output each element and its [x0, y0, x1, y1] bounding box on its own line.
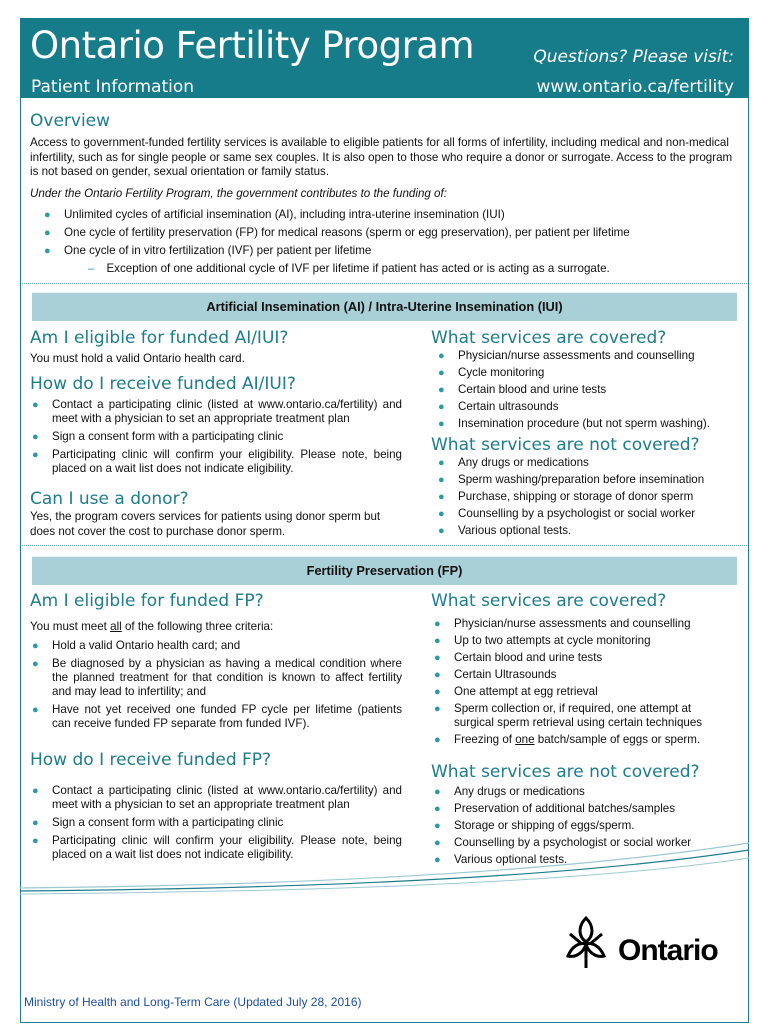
ai-section-band: Artificial Insemination (AI) / Intra-Uterine Insemination (IUI): [32, 292, 737, 321]
bullet-icon: ●: [434, 854, 441, 866]
list-item: ● Insemination procedure (but not sperm washing).: [438, 417, 710, 430]
overview-subitem: – Exception of one additional cycle of IVF per lifetime if patient has acted or is acting as a surrogate.: [88, 262, 610, 275]
list-item: ● Sign a consent form with a participating clinic: [32, 430, 284, 443]
bullet-icon: ●: [32, 449, 39, 461]
list-item: ● Counselling by a psychologist or social worker: [438, 507, 696, 520]
list-item: ● Freezing of one batch/sample of eggs or sperm.: [434, 733, 701, 746]
list-item: ● Various optional tests.: [438, 524, 572, 537]
bullet-icon: ●: [44, 227, 51, 239]
list-item: ● Hold a valid Ontario health card; and: [32, 639, 241, 652]
list-item: ● Be diagnosed by a physician as having a medical condition where the planned treatment for that condition is known to affect fertility and may lead to infertility; and: [32, 657, 402, 698]
list-item: ● Certain blood and urine tests: [434, 651, 603, 664]
bullet-icon: ●: [434, 686, 441, 698]
list-item: ● Certain Ultrasounds: [434, 668, 557, 681]
list-item: ● Various optional tests.: [434, 853, 568, 866]
list-item: ● Counselling by a psychologist or social worker: [434, 836, 692, 849]
ai-not-covered-heading: What services are not covered?: [431, 435, 700, 455]
list-item: ● Purchase, shipping or storage of donor sperm: [438, 490, 694, 503]
list-item: ● Sperm collection or, if required, one attempt at surgical sperm retrieval using certain techniques: [434, 702, 703, 729]
list-item: ● Any drugs or medications: [434, 785, 585, 798]
fertility-link[interactable]: www.ontario.ca/fertility: [536, 77, 734, 97]
ai-not-covered-list: [436, 456, 736, 541]
bullet-icon: ●: [32, 431, 39, 443]
list-item: ● Certain blood and urine tests: [438, 383, 607, 396]
list-item: ● One cycle of in vitro fertilization (IVF) per patient per lifetime: [44, 244, 372, 257]
bullet-icon: ●: [438, 491, 445, 503]
overview-paragraph: Access to government-funded fertility services is available to eligible patients for all forms of infertility, including medical and non-medical infertility, such as for single people or same sex couples. It is also open to those who require a donor or surrogate. Access to the program is not based on gender, sexual orientation or family status.: [30, 136, 733, 178]
fp-criteria-list: [30, 639, 402, 735]
bullet-icon: ●: [44, 245, 51, 257]
list-item: ● Physician/nurse assessments and counselling: [438, 349, 695, 362]
list-item: ● Certain ultrasounds: [438, 400, 559, 413]
fp-criteria-text: You must meet all of the following three criteria:: [30, 620, 274, 633]
list-item: ● Unlimited cycles of artificial insemination (AI), including intra-uterine insemination (IUI): [44, 208, 505, 221]
fp-covered-heading: What services are covered?: [431, 591, 667, 611]
fp-section-band: Fertility Preservation (FP): [32, 556, 737, 585]
list-item: ● Have not yet received one funded FP cycle per lifetime (patients can receive funded FP separate from funded IVF).: [32, 703, 402, 730]
wave-decoration: [20, 838, 749, 898]
list-item: ● Participating clinic will confirm your eligibility. Please note, being placed on a wait list does not indicate eligibility.: [32, 448, 402, 475]
fp-receive-heading: How do I receive funded FP?: [30, 750, 272, 770]
bullet-icon: ●: [434, 635, 441, 647]
bullet-icon: ●: [32, 399, 39, 411]
list-item: ● Storage or shipping of eggs/sperm.: [434, 819, 635, 832]
overview-list: [42, 208, 742, 262]
bullet-icon: ●: [438, 401, 445, 413]
list-item: ● Physician/nurse assessments and counselling: [434, 617, 691, 630]
list-item: ● Preservation of additional batches/samples: [434, 802, 676, 815]
list-item: ● Contact a participating clinic (listed at www.ontario.ca/fertility) and meet with a physician to set an appropriate treatment plan: [32, 398, 402, 425]
list-item: ● Contact a participating clinic (listed at www.ontario.ca/fertility) and meet with a physician to set an appropriate treatment plan: [32, 784, 402, 811]
ai-receive-heading: How do I receive funded AI/IUI?: [30, 374, 296, 394]
bullet-icon: ●: [438, 367, 445, 379]
overview-intro: Under the Ontario Fertility Program, the government contributes to the funding of:: [30, 187, 447, 200]
questions-text: Questions? Please visit:: [533, 47, 734, 67]
bullet-icon: ●: [438, 384, 445, 396]
bullet-icon: ●: [434, 669, 441, 681]
ontario-logo: [560, 914, 730, 974]
fp-covered-list: [432, 617, 732, 750]
list-item: ● Up to two attempts at cycle monitoring: [434, 634, 651, 647]
ontario-wordmark: Ontario: [618, 934, 718, 967]
list-item: ● One attempt at egg retrieval: [434, 685, 598, 698]
bullet-icon: ●: [438, 457, 445, 469]
bullet-icon: ●: [438, 418, 445, 430]
overview-heading: Overview: [30, 111, 111, 131]
list-item: ● Sign a consent form with a participating clinic: [32, 816, 284, 829]
bullet-icon: ●: [434, 703, 441, 715]
bullet-icon: ●: [438, 508, 445, 520]
ai-receive-list: [30, 398, 402, 480]
list-item: ● One cycle of fertility preservation (FP) for medical reasons (sperm or egg preservation), per patient per lifetime: [44, 226, 630, 239]
list-item: ● Cycle monitoring: [438, 366, 545, 379]
page-subtitle: Patient Information: [31, 77, 195, 97]
dash-icon: –: [88, 262, 95, 275]
bullet-icon: ●: [434, 803, 441, 815]
divider: [22, 283, 747, 284]
ai-donor-heading: Can I use a donor?: [30, 489, 189, 509]
list-item: ● Sperm washing/preparation before insemination: [438, 473, 705, 486]
list-item: ● Any drugs or medications: [438, 456, 589, 469]
bullet-icon: ●: [32, 658, 39, 670]
divider: [22, 545, 747, 546]
bullet-icon: ●: [434, 734, 441, 746]
trillium-logo-icon: [560, 914, 618, 974]
bullet-icon: ●: [44, 209, 51, 221]
ai-eligible-text: You must hold a valid Ontario health card.: [30, 352, 245, 365]
fp-not-covered-heading: What services are not covered?: [431, 762, 700, 782]
bullet-icon: ●: [434, 652, 441, 664]
bullet-icon: ●: [32, 785, 39, 797]
bullet-icon: ●: [32, 704, 39, 716]
bullet-icon: ●: [434, 837, 441, 849]
bullet-icon: ●: [434, 820, 441, 832]
bullet-icon: ●: [438, 474, 445, 486]
header-banner: [20, 18, 749, 98]
footer-text: Ministry of Health and Long-Term Care (Updated July 28, 2016): [24, 995, 362, 1009]
ai-covered-heading: What services are covered?: [431, 328, 667, 348]
bullet-icon: ●: [438, 350, 445, 362]
bullet-icon: ●: [438, 525, 445, 537]
bullet-icon: ●: [434, 786, 441, 798]
bullet-icon: ●: [32, 817, 39, 829]
list-item: ● Participating clinic will confirm your eligibility. Please note, being placed on a wait list does not indicate eligibility.: [32, 834, 402, 861]
fp-eligible-heading: Am I eligible for funded FP?: [30, 591, 264, 611]
ai-eligible-heading: Am I eligible for funded AI/IUI?: [30, 328, 289, 348]
ai-covered-list: [436, 349, 736, 434]
bullet-icon: ●: [32, 835, 39, 847]
page-title: Ontario Fertility Program: [30, 24, 475, 67]
ai-donor-text: Yes, the program covers services for patients using donor sperm but does not cover the cost to purchase donor sperm.: [30, 510, 381, 538]
bullet-icon: ●: [434, 618, 441, 630]
bullet-icon: ●: [32, 640, 39, 652]
